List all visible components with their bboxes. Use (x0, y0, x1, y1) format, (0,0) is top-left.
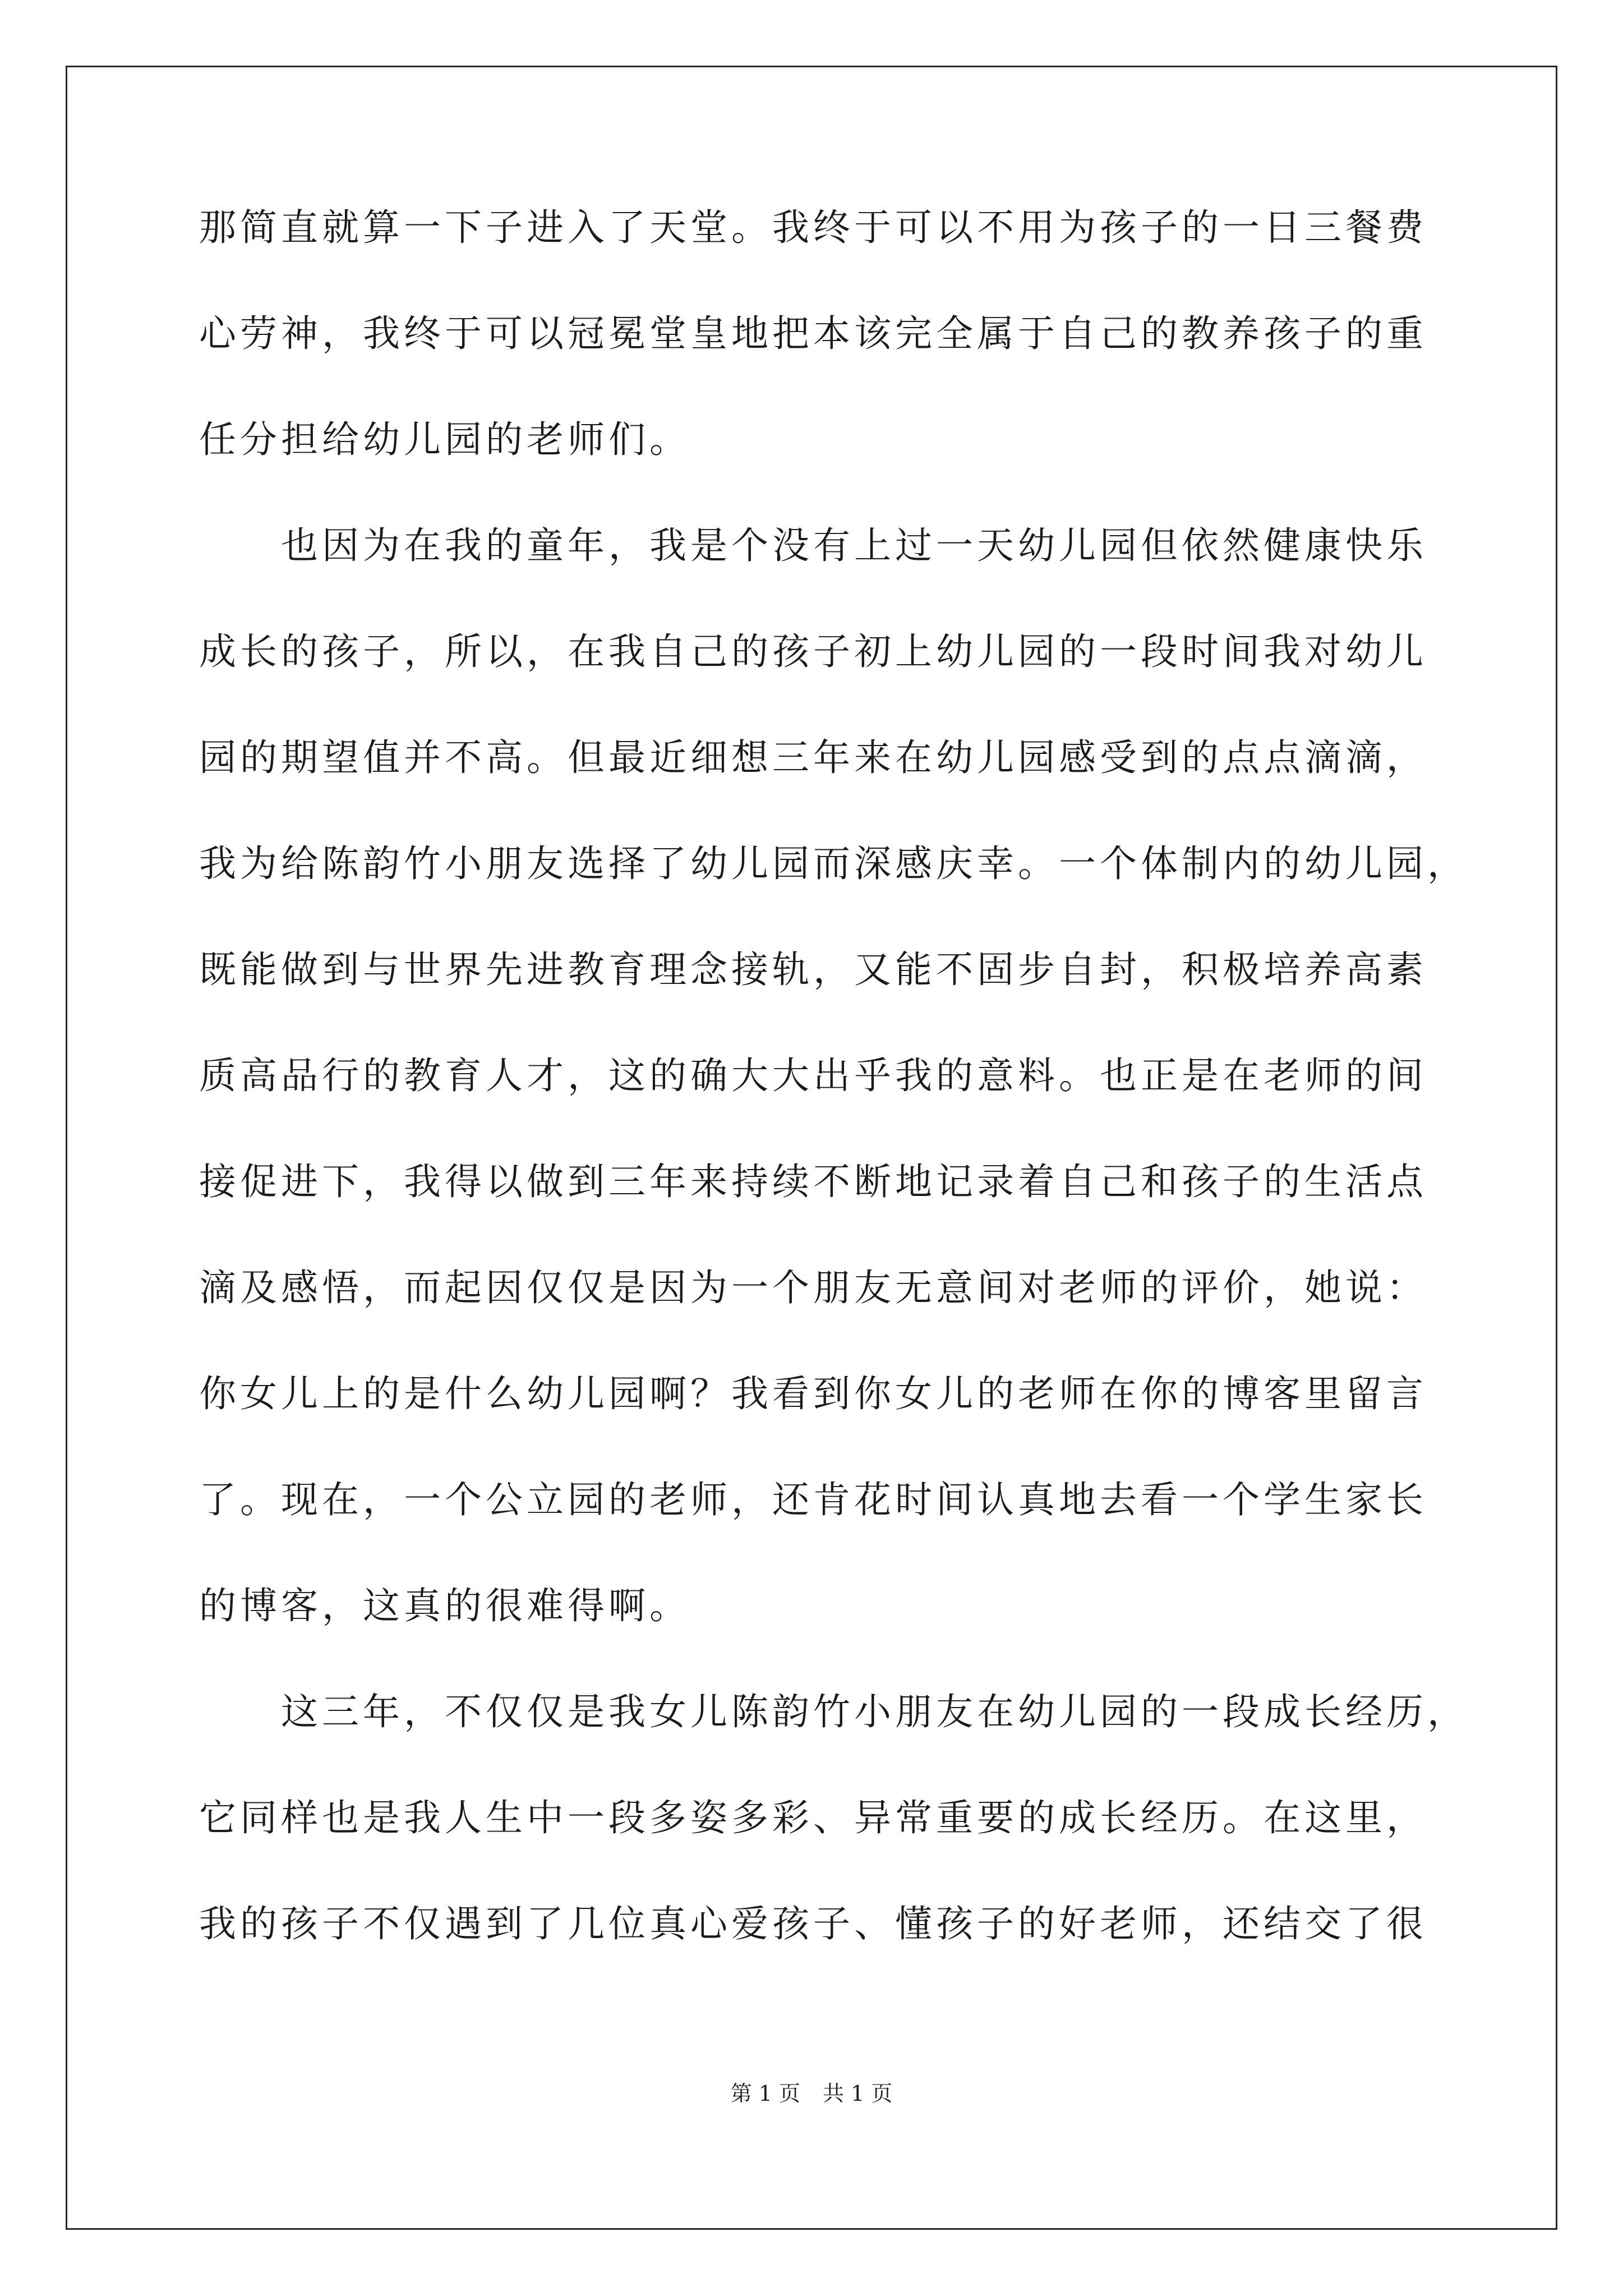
body-line: 了。现在，一个公立园的老师，还肯花时间认真地去看一个学生家长 (199, 1478, 1427, 1521)
body-line: 接促进下，我得以做到三年来持续不断地记录着自己和孩子的生活点 (199, 1160, 1427, 1203)
page-number-current: 第 1 页 (730, 2081, 800, 2106)
body-line: 这三年，不仅仅是我女儿陈韵竹小朋友在幼儿园的一段成长经历， (281, 1690, 1468, 1733)
body-line: 的博客，这真的很难得啊。 (199, 1584, 690, 1627)
body-line: 也因为在我的童年，我是个没有上过一天幼儿园但依然健康快乐 (281, 524, 1427, 567)
document-body (199, 206, 1468, 2012)
body-line: 你女儿上的是什么幼儿园啊？我看到你女儿的老师在你的博客里留言 (199, 1372, 1427, 1415)
body-line: 既能做到与世界先进教育理念接轨，又能不固步自封，积极培养高素 (199, 948, 1427, 991)
body-line: 质高品行的教育人才，这的确大大出乎我的意料。也正是在老师的间 (199, 1054, 1427, 1097)
page-footer (0, 2081, 1623, 2106)
body-line: 滴及感悟，而起因仅仅是因为一个朋友无意间对老师的评价，她说： (199, 1266, 1427, 1309)
body-line: 它同样也是我人生中一段多姿多彩、异常重要的成长经历。在这里， (199, 1796, 1427, 1839)
page-number-total: 共 1 页 (823, 2081, 893, 2106)
body-line: 成长的孩子，所以，在我自己的孩子初上幼儿园的一段时间我对幼儿 (199, 630, 1427, 673)
body-line: 那简直就算一下子进入了天堂。我终于可以不用为孩子的一日三餐费 (199, 206, 1427, 249)
body-line: 我为给陈韵竹小朋友选择了幼儿园而深感庆幸。一个体制内的幼儿园， (199, 842, 1468, 885)
body-line: 园的期望值并不高。但最近细想三年来在幼儿园感受到的点点滴滴， (199, 736, 1427, 779)
body-line: 我的孩子不仅遇到了几位真心爱孩子、懂孩子的好老师，还结交了很 (199, 1902, 1427, 1945)
body-line: 任分担给幼儿园的老师们。 (199, 418, 690, 461)
body-line: 心劳神，我终于可以冠冕堂皇地把本该完全属于自己的教养孩子的重 (199, 312, 1427, 355)
